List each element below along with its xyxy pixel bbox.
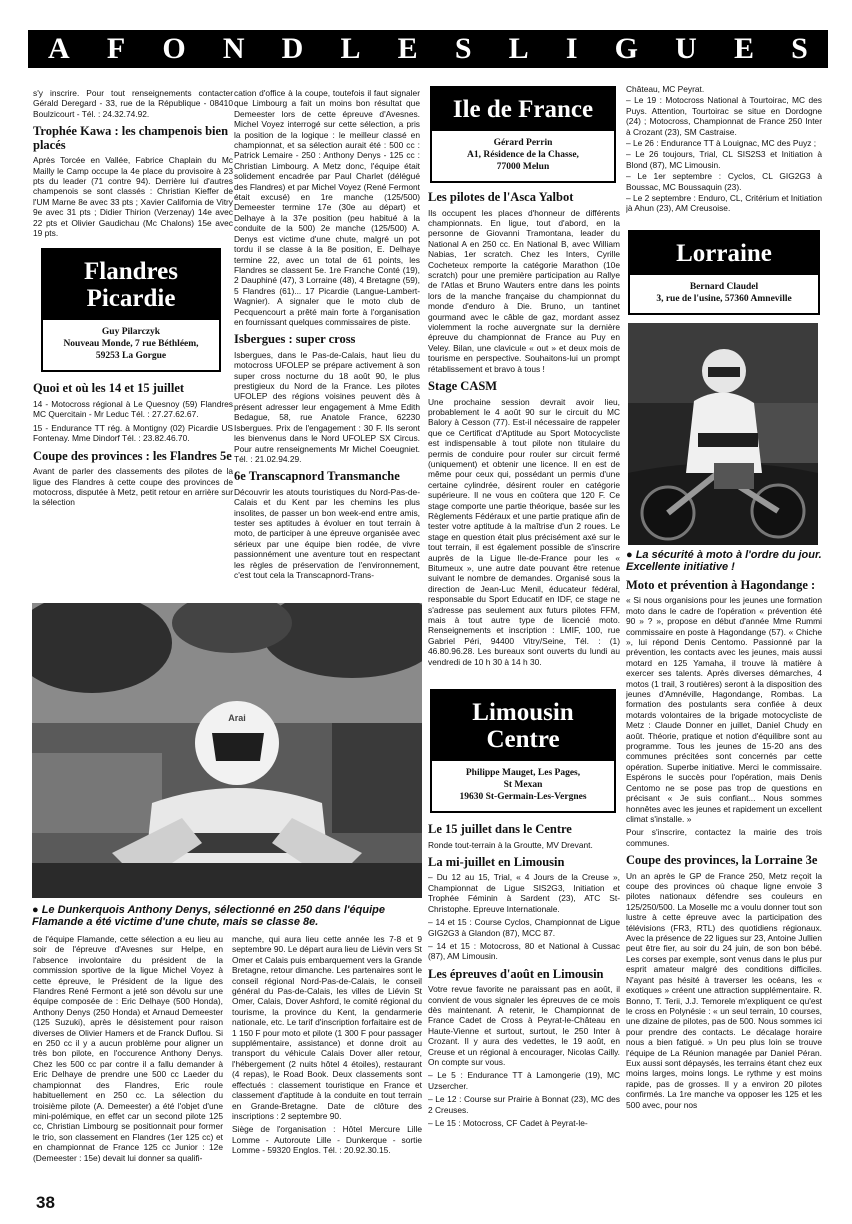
banner-letter: D	[281, 32, 304, 65]
transcapnord-contact: Siège de l'organisation : Hôtel Mercure Lille Lomme - Autoroute Lille - Dunkerque - sortie Lomme - 59320 Englos. Tél. : 20.92.30.15.	[232, 1124, 422, 1156]
column-2	[234, 88, 420, 600]
lorraine-address: Bernard Claudel 3, rue de l'usine, 57360 Amneville	[656, 281, 792, 304]
quoi-item-2: 15 - Endurance TT rég. à Montigny (02) Picardie US Fontenay. Mme Dindorf Tél. : 23.82.46.70.	[33, 422, 233, 444]
banner-letter: S	[791, 32, 808, 65]
mi-juillet-heading: La mi-juillet en Limousin	[428, 854, 565, 869]
agenda-item-4: – Le 26 toujours, Trial, CL SIS2S3 et Initiation à Blond (87), MC Limousin.	[626, 149, 822, 170]
agenda-item-3: – Le 26 : Endurance TT à Louignac, MC des Puyz ;	[626, 138, 817, 149]
coupe-lorraine-heading: Coupe des provinces, la Lorraine 3e	[626, 853, 818, 868]
limousin-centre-address: Philippe Mauget, Les Pages, St Mexan 19630 St-Germain-Les-Vergnes	[459, 768, 587, 803]
hagondange-end: Pour s'inscrire, contactez la mairie des trois communes.	[626, 827, 822, 848]
motorcycle-rider-image	[628, 323, 818, 545]
quoi-heading: Quoi et où les 14 et 15 juillet	[33, 381, 185, 396]
isbergues-heading: Isbergues : super cross	[234, 332, 356, 347]
coupe-flandres-text: Avant de parler des classements des pilotes de la ligue des Flandres à cette coupe des provinces de motocross, disputée à Metz, petit retour en arrière sur la sélection	[33, 466, 233, 508]
banner-letter: F	[106, 32, 126, 65]
column-1	[33, 88, 233, 600]
agenda-item-2: – Le 19 : Motocross National à Tourtoirac, MC des Puys. Attention, Tourtoirac se situe en Dordogne (24) ; Motocross, Championnat de France 250 Inter à Crozant (23), SM Castraise.	[626, 95, 822, 137]
banner-letter: I	[565, 32, 578, 65]
ile-de-france-box	[430, 86, 616, 183]
equipe-text: de l'équipe Flamande, cette sélection a eu lieu au soir de l'épreuve d'Avesnes sur Helpe, en l'absence involontaire du président de la commission sportive de la ligue Michel Voyez à cette épreuve, le Président de la ligue des Flandres René Fermont a jeté son dévolu sur une équipe composée de : Eric Delhaye (500 Honda), Anthony Denys (250 Honda) et Arnaud Demeester (125 Suzuki), après le désistement pour raison diverses de Olivier Hamers et de Franck Duflou. Si en 250 cc il y a aucun problème pour aligner un très bon pilote, en l'occurence Anthony Denys. Chez les 500 cc par contre il a fallu demander à Eric Delhaye de prendre une 500 cc Laeder du championnat des Flandres, Eric roule habituellement en 250 cc. La sélection du troisième pilote (A. Demeester) a été l'objet d'une mini-polémique, en effet car un second pilote 125 cc, Christian Limbourg se positionnait pour former le trio, son classement en Flandres (1er 125 cc) et en championnat de France 125 cc Junior : 12e (Demeester : 15e) devait lui donner sa qualifi-	[33, 934, 223, 1163]
coupe-lorraine-text: Un an après le GP de France 250, Metz reçoit la coupe des provinces où chaque ligne envoie 3 pilotes nationaux défendre ses couleurs en 125/250/500. La Moselle mc a voulu donner tout son lustre à cette épreuve avec la participation des télévisions (FR3, RTL) des quotidiens régionaux. Avec la présence de 22 ligues sur 23, Antoine Jullien peut être fier, au soir du 24 juin, de son bon bébé. Les corses par exemple, sont venus dans le plus pur esprit amateur malgré des conditions difficiles. N'ayant pas hésité à traverser les océans, les « exotiques » créent une attraction supplémentaire. R. Bonno, T. Terii, J.J. Temorele m'expliquent ce qu'est le cross en Polynésie : « un seul terrain, 10 courses, une dizaine de pilotes, pas de 500. Nous sommes ici pour prendre des contacts. Le décalage horaire nous a bien fatigué. » Un peu plus loin se trouve l'équipe de La Réunion managée par Daniel Péran. Eux aussi sont dépaysés, les terrains étant chez eux moins larges, moins longs. Le rythme y est moins rapide, pas de grosses. Il y a environ 20 pilotes confirmés. La 1re manche va opposer les 125 et les 500 avec, pour nos	[626, 870, 822, 1110]
limousin-centre-box	[430, 689, 616, 813]
agenda-item-1: Château, MC Peyrat.	[626, 84, 705, 94]
dunkerquois-rider-image	[32, 603, 422, 898]
centre-15-text: Ronde tout-terrain à la Groutte, MV Drevant.	[428, 839, 593, 850]
aout-item-1: – Le 5 : Endurance TT à Lamongerie (19), MC Uzsercher.	[428, 1070, 620, 1091]
trophy-text: Après Torcée en Vallée, Fabrice Chaplain du Mc Mailly le Camp occupe la 4e place du provisoire à 23 pts du leader (71 contre 94). Derrière lui d'autres champenois se sont classés : Christian Kieffer de l'UM Marne 8e avec 33 pts ; Xavier California de Vitry 9e avec 31 pts ; Didier Thirion (Verzenay) 14e avec 22 pts et Olivier Gaudichau (Mc Chalons) 15e avec 19 pts.	[33, 155, 233, 239]
quoi-item-1: 14 - Motocross régional à Le Quesnoy (59) Flandres MC Quercitain - Mr Leduc Tél. : 27.27.62.67.	[33, 398, 233, 420]
banner-letter: E	[734, 32, 755, 65]
centre-15-heading: Le 15 juillet dans le Centre	[428, 822, 572, 837]
section-banner	[28, 30, 828, 68]
banner-letter: S	[454, 32, 472, 65]
main-photo	[32, 603, 422, 898]
transcapnord-continued: manche, qui aura lieu cette année les 7-8 et 9 septembre 90. Le départ aura lieu de Liévin vers St Omer et Calais puis embarquement vers la Grande Bretagne, retour dimanche. Les partenaires sont le conseil régional Nord-Pas-de-Calais, le conseil général du Pas-de-Calais, les villes de Liévin St Omer, Calais, Dover Ashford, le comité régional du tourisme, la province du Kent, la gendarmerie nationale, etc. Le tarif d'inscription forfaitaire est de 1 150 F pour moto et pilote (1 300 F pour passager supplémentaire, assistance) et donne droit au transport du véhicule Calais Dover aller retour, l'hébergement (2 nuits hôtel 4 étoiles), restaurant (4 repas), le Road Book. Deux classements sont effectués : classement touristique en France et classement d'aptitude à la conduite en tout terrain en Grande-Bretagne. Date de clôture des inscriptions : 2 septembre 90.	[232, 934, 422, 1121]
aout-item-2: – Le 12 : Course sur Prairie à Bonnat (23), MC des 2 Creuses.	[428, 1094, 620, 1115]
hagondange-text: « Si nous organisions pour les jeunes une formation moto dans le cadre de l'opération « prévention été 90 » ? », propose en début d'année Mme Rummi commissaire en poste à Hagondange (57). « Chiche », lui répond Denis Centomo. Passionné par la prévention, les contacts avec les jeunes, mais aussi motard en 125 Yamaha, il trouve là matière à exercer ses talents. Après diverses démarches, 4 motos (1 trail, 3 routières) seront à la disposition des jeunes d'Amnéville, Hagondange, Rombas. La formation des postulants sera confiée à deux motards volontaires de la brigade motocycliste de Metz : Claude Donner en juillet, Daniel Chudy en août. Théorie, pratique et notion d'équilibre sont au programme. Tous les jeunes de 15-20 ans des communes précitées sont concernés par cette opération. Superbe initiative. Merci le commissaire. Espérons le succès pour l'opération, mais Denis Centomo ne se pose pas trop de questions en précisant « Je suis confiant... Nous sommes honnêtes avec les jeunes et rapidement un excellent climat s'installe. »	[626, 595, 822, 824]
asca-text: Ils occupent les places d'honneur de différents championnats. En ligue, tout d'abord, en la personne de Giovanni Tramontana, leader du National A en 250 cc. En National B, avec William Nabias, 1er scratch. Chez les Inters, Cyrille Cocheteux remporte la catégorie Marathon (10e scratch) pour une première participation au Rallye de l'Atlas et Bruno Wauters entre dans les points lors de la manche française du championnat du monde d'enduro à Die. Bruno, un tantinet gourmand avec le câble de gaz, mordant assez violemment la roche auvergnate sur la dernière épreuve du championnat de France au Puy en Veley. Bilan, une clavicule « out » et deux mois de tourisme en perspective. Souhaitons-lui un prompt rétablissement et bravo à tous !	[428, 207, 620, 374]
banner-letter: U	[675, 32, 697, 65]
aout-item-3: – Le 15 : Motocross, CF Cadet à Peyrat-le-	[428, 1118, 588, 1129]
mi-juillet-item-3: – 14 et 15 : Motocross, 80 et National à Cussac (87), AM Limousin.	[428, 940, 620, 962]
trophy-heading: Trophée Kawa : les champenois bien placés	[33, 124, 229, 152]
page-number: 38	[36, 1193, 55, 1212]
flandres-picardie-address: Guy Pilarczyk Nouveau Monde, 7 rue Béthléem, 59253 La Gorgue	[63, 327, 199, 362]
banner-letter: N	[222, 32, 245, 65]
limousin-centre-title: Limousin Centre	[432, 691, 614, 761]
helmet-brand: Arai	[228, 713, 246, 723]
stage-text: Une prochaine session devrait avoir lieu, probablement le 4 août 90 sur le circuit du MC Balory à Cesson (77). Est-il nécessaire de rappeler que ce Certificat d'Aptitude au Sport Motocycliste est indispensable à tout pilote non titulaire du permis de conduire pour rouler sur circuit fermé (uniquement) et obtenir une licence. Il en est de même pour ceux qui, possédant un permis d'une certaine cylindrée, désirent rouler en catégorie supérieure. Il ne vous en coûtera que 120 F. Ce stage comporte une partie théorique, basée sur les Règlements Fédéraux et une partie pratique afin de tester votre aptitude à la maîtrise d'un 2 roues. Le stage en question était plus précisément axé sur le tout terrain, il est également possible de s'inscrire auprès de la Ligue Ile-de-France pour les « Bitumeux », une autre date pouvant être retenue suivant le nombre de demandes. Organisé sous la direction de Jean-Luc Menil, éducateur fédéral, responsable du Sport Educatif en IDF, ce stage ne s'adresse pas seulement aux futurs pilotes FFM, mais à tout autre type de licencié moto. Renseignements et inscription : LMIF, 100, rue Gabriel Péri, 94400 Vitry/Seine, Tél. : (1) 46.80.96.28. Les bureaux sont ouverts du lundi au vendredi de 10 h 30 à 14 h 30.	[428, 396, 620, 667]
banner-letter: A	[48, 32, 70, 65]
agenda-item-5: – Le 1er septembre : Cyclos, CL GIG2G3 à Boussac, MC Boussaquin (23).	[626, 171, 822, 192]
mi-juillet-item-2: – 14 et 15 : Course Cyclos, Championnat de Ligue GIG2G3 à Glandon (87), MCC 87.	[428, 917, 620, 938]
ile-de-france-title: Ile de France	[432, 88, 614, 131]
hagondange-heading: Moto et prévention à Hagondange :	[626, 577, 816, 592]
transcapnord-heading: 6e Transcapnord Transmanche	[234, 469, 400, 484]
lorraine-box	[628, 230, 820, 315]
flandres-picardie-box	[41, 248, 221, 372]
ile-de-france-address: Gérard Perrin A1, Résidence de la Chasse, 77000 Melun	[467, 138, 579, 172]
lorraine-photo-caption: ● La sécurité à moto à l'ordre du jour. Excellente initiative !	[626, 548, 822, 573]
banner-letter: L	[508, 32, 529, 65]
intro-text: s'y inscrire. Pour tout renseignements contacter Gérald Deregard - 33, rue de la République - 08410 Boulzicourt - Tél. : 24.32.74.92.	[33, 88, 233, 119]
aout-heading: Les épreuves d'août en Limousin	[428, 966, 604, 981]
flandres-picardie-title: Flandres Picardie	[43, 250, 219, 320]
banner-letter: E	[397, 32, 418, 65]
isbergues-text: Isbergues, dans le Pas-de-Calais, haut lieu du motocross UFOLEP se prépare activement à son super cross nocturne du 18 août 90, le plus prestigieux du Nord de la France. Les pilotes UFOLEP des régions voisines peuvent dès à présent adresser leur engagement à Mme Edith Bedague, 58, rue Anatole France, 62230 Isbergues. Prix de l'engagement : 30 F. Ils seront les bienvenus dans le Nord UFOLEP SX Circus. Pour autre renseignements Mr Michel Coeugniet. Tél. : 21.02.94.29.	[234, 349, 420, 464]
asca-heading: Les pilotes de l'Asca Yalbot	[428, 190, 574, 204]
agenda-item-6: – Le 2 septembre : Enduro, CL, Critérium et Initiation jà Ahun (23), AM Creusoise.	[626, 193, 822, 214]
lorraine-photo	[628, 323, 818, 545]
aout-text: Votre revue favorite ne paraissant pas en août, il convient de vous signaler les épreuves de ce mois dès maintenant. A retenir, le Championnat de France Cadet de Cross à Peyrat-le-Château en Haute-Vienne et surtout, surtout, le 250 Inter à Crozant. Il y aura des vedettes, le 19 août, en Creuse et un régional à encourager, Nicolas Cailly. On compte sur vous.	[428, 984, 620, 1068]
bottom-column-1	[33, 934, 223, 1192]
lorraine-title: Lorraine	[630, 232, 818, 275]
transcapnord-text: Découvrir les atouts touristiques du Nord-Pas-de-Calais et du Kent par les chemins les plus insolites, de passer un bon week-end entre amis, tester ses aptitudes à évoluer en tout terrain à moto, de participer à une épreuve organisée avec sérieux par une équipe bien rodée, de vivre passionnément une aventure tout en respectant les règles de préservation de l'environnement, c'est tout cela la Transcapnord-Trans-	[234, 486, 420, 581]
banner-letter: O	[162, 32, 186, 65]
column-4	[626, 84, 822, 1194]
banner-letter: L	[340, 32, 361, 65]
stage-heading: Stage CASM	[428, 379, 498, 393]
column-3	[428, 84, 620, 1194]
coupe-flandres-heading: Coupe des provinces : les Flandres 5e	[33, 448, 232, 463]
banner-letter: G	[614, 32, 639, 65]
main-photo-caption: ● Le Dunkerquois Anthony Denys, sélectionné en 250 dans l'équipe Flamande a été victime d'une chute, mais se classe 8e.	[32, 904, 385, 928]
selection-text: cation d'office à la coupe, toutefois il faut signaler que Limbourg a fait un moins bon résultat que Demeester lors de cette épreuve d'Avesnes. Michel Voyez interrogé sur cette sélection, a pris la position de la logique : le meilleur classé en championnat, et sa sélection aurait été : 500 cc : Patrick Lemaire - 250 : Anthony Denys - 125 cc : Christian Limbourg. A Metz donc, l'équipe était solidement encadrée par Paul Charlet (délégué des Flandres) et par Michel Voyez (René Fermont était excusé) en 1re manche (125/500) Demeester termine 17e (30e au départ) et Delhaye à la 37e position (peu habitué à la conduite de la 500) 2e manche (125/500) A. Denys est victime d'une chute, malgré un pot tordu il se classe à la 8e position, E. Delhaye termine 22, avec un total de 61 points, les Flandres se classent 5e. 1re Franche Conté (19), 2 Dauphiné (47), 3 Lorraine (48), 4 Bretagne (59), 5 Flandres (61)... 17 Picardie (Langue-Lambert-Wagnier). A signaler que le moto club de Pecquencourt a prêté main forte à l'organisation en fournissant quelques commissaires de piste.	[234, 88, 420, 327]
bottom-column-2	[232, 934, 422, 1192]
mi-juillet-item-1: – Du 12 au 15, Trial, « 4 Jours de la Creuse », Championnat de Ligue SIS2G3, Initiation et Trophée Féminin à Sardent (23), ATC St-Christophe. Epreuve Internationale.	[428, 872, 620, 914]
